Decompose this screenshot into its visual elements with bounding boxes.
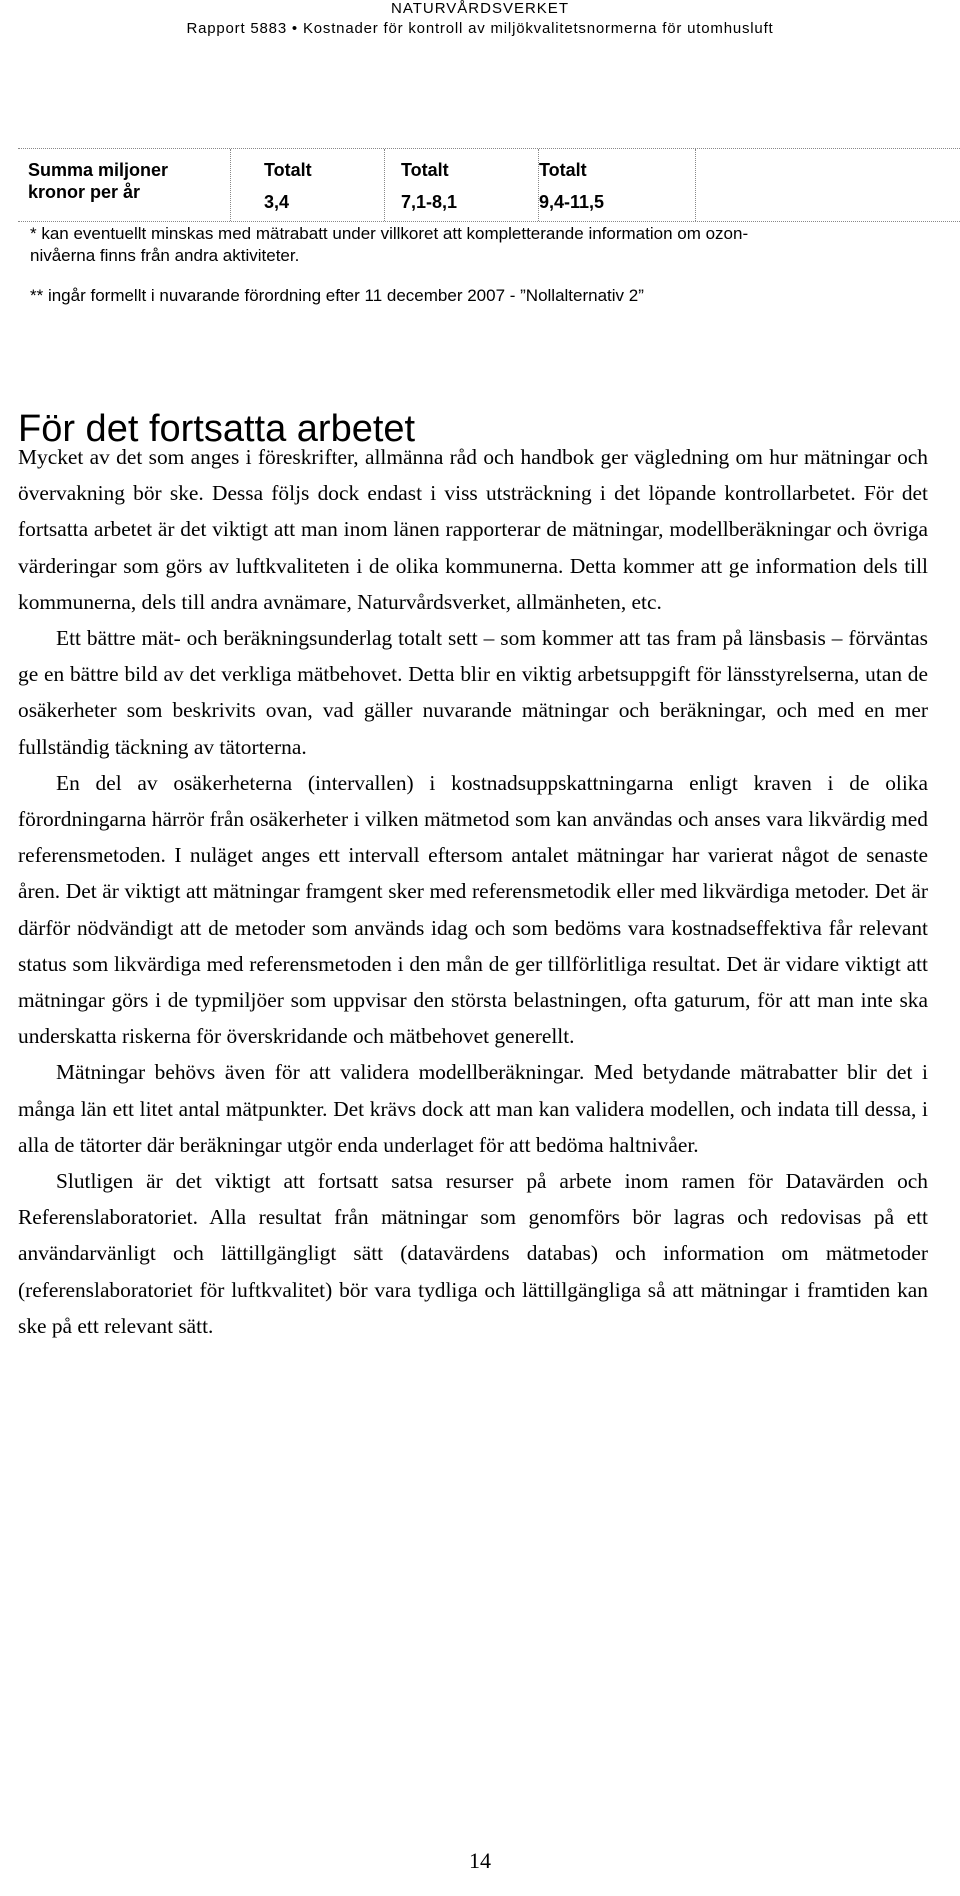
footnote-line: * kan eventuellt minskas med mätrabatt under villkoret att kompletterande information om ozon- (30, 224, 749, 243)
table-divider (384, 149, 385, 221)
column-header: Totalt (539, 160, 587, 180)
body-paragraph: Slutligen är det viktigt att fortsatt satsa resurser på arbete inom ramen för Datavärden och Referenslaboratoriet. Alla resultat från mätningar som genomförs bör lagras och redovisas på ett användarvänligt och lättillgängligt sätt (datavärdens databas) och information om mätmetoder (referenslaboratoriet för luftkvalitet) bör vara tydliga och lättillgängliga så att mätningar i framtiden kan ske på ett relevant sätt. (18, 1169, 928, 1338)
column-value: 7,1-8,1 (401, 192, 458, 212)
body-paragraph: En del av osäkerheterna (intervallen) i kostnadsuppskattningarna enligt kraven i de olika förordningarna härrör från osäkerheter i vilken mätmetod som kan användas och anses vara likvärdig med referensmetoden. I nuläget anges ett intervall eftersom antalet mätningar har varierat något de senaste åren. Det är viktigt att mätningar framgent sker med referensmetodik eller med likvärdiga metoder. Det är därför nödvändigt att de metoder som används idag och som bedöms vara kostnadseffektiva får relevant status som likvärdiga med referensmetoden i den mån de ger tillförlitliga resultat. Det är vidare viktigt att mätningar görs i de typmiljöer som uppvisar den största belastningen, ofta gaturum, för att man inte ska underskatta riskerna för överskridande och mätbehovet generellt. (18, 770, 928, 1049)
row-label-line: kronor per år (28, 182, 141, 202)
column-value: 9,4-11,5 (539, 192, 605, 212)
body-paragraph: Ett bättre mät- och beräkningsunderlag totalt sett – som kommer att tas fram på länsbasis – förväntas ge en bättre bild av det verkliga mätbehovet. Detta blir en viktig arbetsuppgift för länsstyrelserna, utan de osäkerheter som beskrivits ovan, vad gäller nuvarande mätningar och beräkningar, och med en mer fullständig täckning av tätorterna. (18, 626, 928, 759)
section-body (18, 439, 928, 1344)
body-paragraph: Mätningar behövs även för att validera modellberäkningar. Med betydande mätrabatter blir det i många län ett litet antal mätpunkter. Det krävs dock att man kan validera modellen, och indata till dessa, i alla de tätorter där beräkningar utgör enda underlaget för att bedöma haltnivåer. (18, 1060, 928, 1157)
cost-summary-table (18, 148, 960, 222)
footnote-ozone (30, 223, 930, 267)
page-number: 14 (469, 1848, 491, 1873)
section-heading: För det fortsatta arbetet (18, 407, 416, 450)
table-divider (230, 149, 231, 221)
running-header-report: Rapport 5883 • Kostnader för kontroll av miljökvalitetsnormerna för utomhusluft (186, 20, 774, 37)
footnote-line: nivåerna finns från andra aktiviteter. (30, 246, 300, 265)
footnote-current-regulation: ** ingår formellt i nuvarande förordning efter 11 december 2007 - ”Nollalternativ 2” (30, 286, 644, 305)
row-label-line: Summa miljoner (28, 160, 169, 180)
table-divider (695, 149, 696, 221)
column-value: 3,4 (264, 192, 290, 212)
column-header: Totalt (401, 160, 449, 180)
body-paragraph: Mycket av det som anges i föreskrifter, allmänna råd och handbok ger vägledning om hur mätningar och övervakning bör ske. Dessa följs dock endast i viss utsträckning i det löpande kontrollarbetet. För det fortsatta arbetet är det viktigt att man inom länen rapporterar de mätningar, modellberäkningar och övriga värderingar som görs av luftkvaliteten i de olika kommunerna. Detta kommer att ge information dels till kommunerna, dels till andra avnämare, Naturvårdsverket, allmänheten, etc. (18, 445, 928, 614)
column-header: Totalt (264, 160, 312, 180)
row-label (28, 159, 168, 203)
running-header-org: NATURVÅRDSVERKET (391, 0, 569, 17)
